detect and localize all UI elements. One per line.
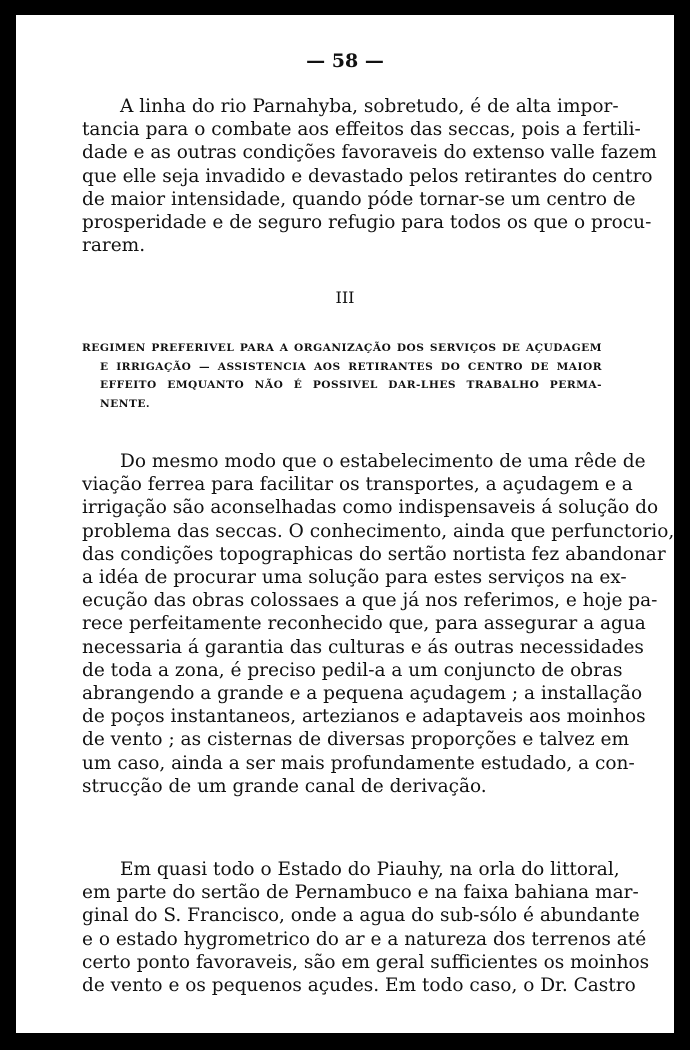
text-line: e o estado hygrometrico do ar e a natureza dos terrenos até: [82, 928, 647, 950]
text-line: ecução das obras colossaes a que já nos referimos, e hoje pa-: [82, 590, 658, 612]
text-line: certo ponto favoraveis, são em geral sufficientes os moinhos: [82, 951, 650, 973]
text-line: irrigação são aconselhadas como indispensaveis á solução do: [82, 497, 659, 519]
text-line: de toda a zona, é preciso pedil-a a um conjuncto de obras: [82, 659, 623, 681]
text-line: de vento ; as cisternas de diversas proporções e talvez em: [82, 729, 630, 751]
text-line: Do mesmo modo que o estabelecimento de uma rêde de: [120, 451, 646, 472]
page-number: — 58 —: [306, 50, 384, 72]
text-line: a idéa de procurar uma solução para estes serviços na ex-: [82, 567, 627, 589]
paragraph-1: [82, 95, 657, 257]
text-line: de maior intensidade, quando póde tornar-se um centro de: [82, 188, 636, 210]
text-line: viação ferrea para facilitar os transportes, a açudagem e a: [82, 474, 633, 496]
text-line: de poços instantaneos, artezianos e adaptaveis aos moinhos: [82, 706, 646, 728]
text-line: problema das seccas. O conhecimento, ainda que perfunctorio,: [82, 520, 675, 542]
section-number: III: [335, 288, 355, 307]
heading-line: E IRRIGAÇÃO — ASSISTENCIA AOS RETIRANTES DO CENTRO DE MAIOR: [100, 360, 602, 373]
paragraph-3: [82, 858, 650, 997]
text-line: A linha do rio Parnahyba, sobretudo, é de alta impor-: [120, 96, 619, 117]
text-line: strucção de um grande canal de derivação.: [82, 775, 487, 797]
paragraph-2: [82, 450, 675, 798]
text-line: dade e as outras condições favoraveis do extenso valle fazem: [82, 142, 657, 164]
text-line: abrangendo a grande e a pequena açudagem ; a installação: [82, 683, 643, 705]
text-line: ginal do S. Francisco, onde a agua do sub-sólo é abundante: [82, 905, 640, 927]
text-line: prosperidade e de seguro refugio para todos os que o procu-: [82, 212, 652, 234]
heading-line: REGIMEN PREFERIVEL PARA A ORGANIZAÇÃO DOS SERVIÇOS DE AÇUDAGEM: [82, 342, 602, 354]
text-line: de vento e os pequenos açudes. Em todo caso, o Dr. Castro: [82, 975, 636, 997]
text-line: tancia para o combate aos effeitos das seccas, pois a fertili-: [82, 119, 641, 141]
text-line: das condições topographicas do sertão nortista fez abandonar: [82, 543, 666, 565]
text-line: um caso, ainda a ser mais profundamente estudado, a con-: [82, 752, 635, 774]
heading-line: EFFEITO EMQUANTO NÃO É POSSIVEL DAR-LHES TRABALHO PERMA-: [100, 379, 602, 392]
text-line: que elle seja invadido e devastado pelos retirantes do centro: [82, 165, 653, 187]
book-page: [16, 15, 674, 1033]
text-line: rece perfeitamente reconhecido que, para assegurar a agua: [82, 613, 646, 635]
heading-line: NENTE.: [100, 397, 151, 410]
text-line: em parte do sertão de Pernambuco e na faixa bahiana mar-: [82, 882, 639, 904]
section-heading: [82, 339, 602, 413]
text-line: necessaria á garantia das culturas e ás outras necessidades: [82, 636, 644, 658]
text-line: Em quasi todo o Estado do Piauhy, na orla do littoral,: [120, 859, 620, 880]
text-line: rarem.: [82, 235, 146, 257]
